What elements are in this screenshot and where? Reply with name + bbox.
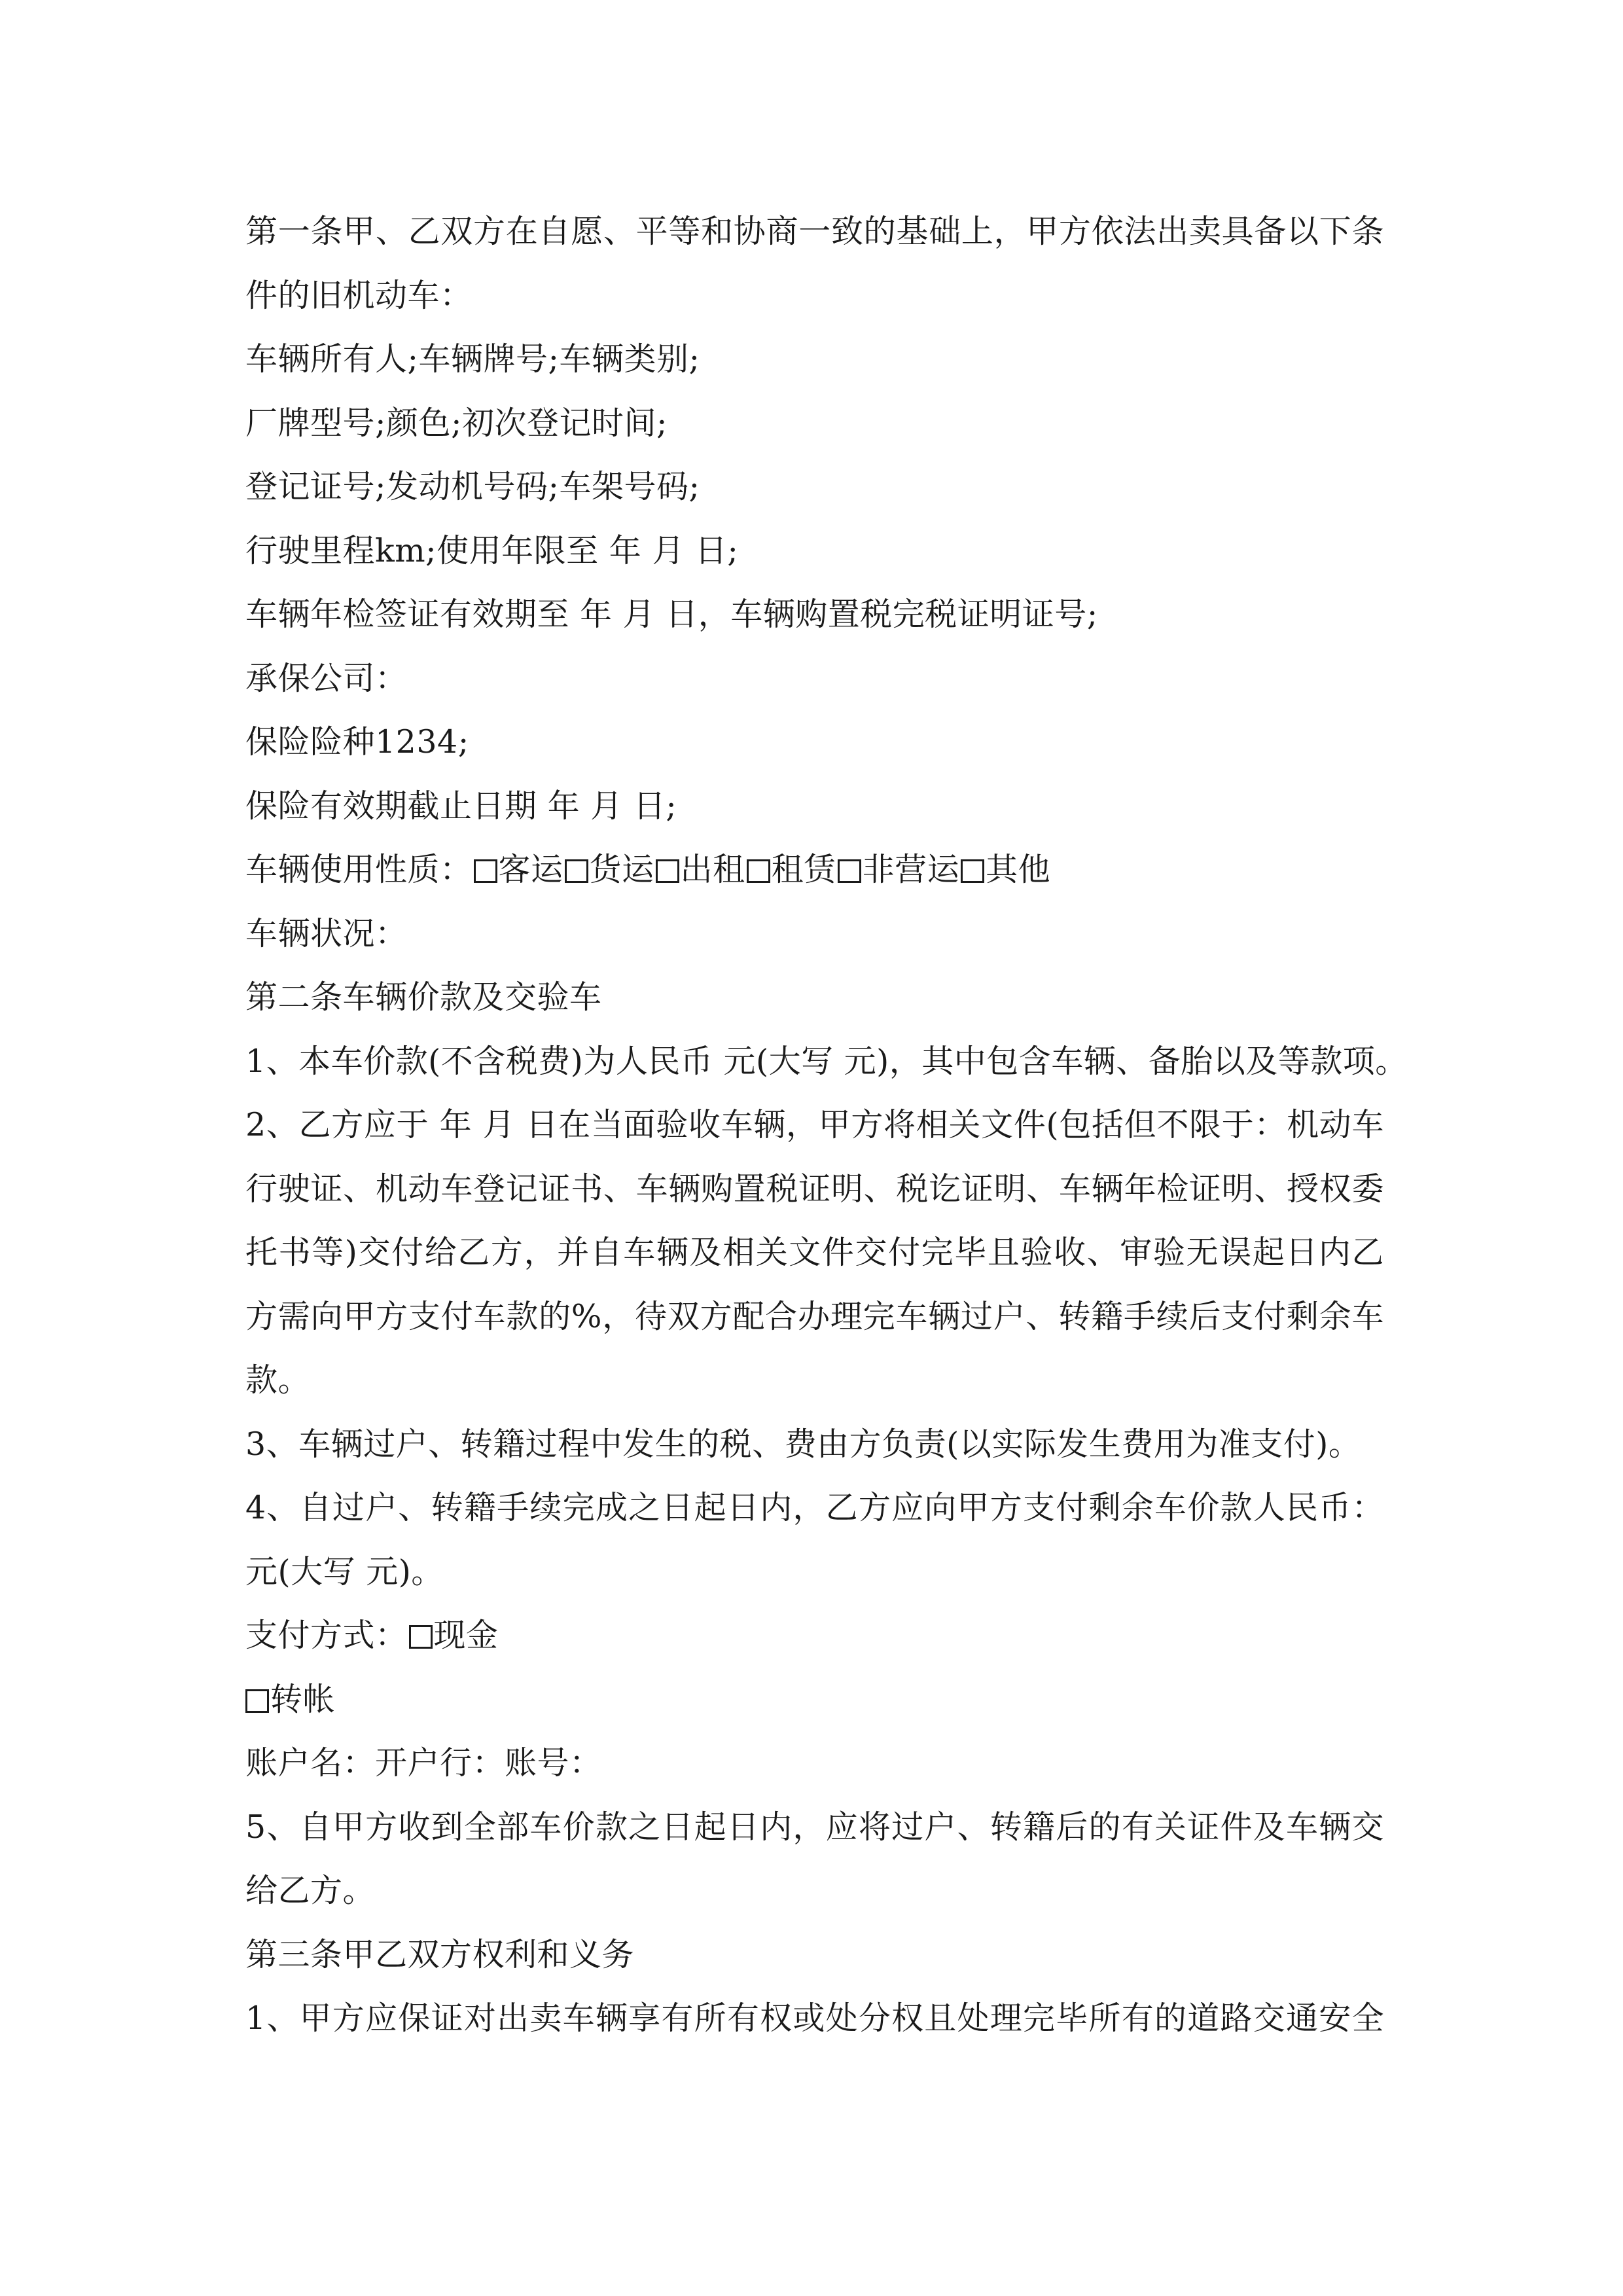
insurance-type-line: 保险险种1234; (245, 723, 469, 761)
payment-checkbox-transfer[interactable] (245, 1689, 269, 1713)
usage-option-passenger: 客运 (498, 851, 563, 888)
article1-intro-line2: 件的旧机动车： (245, 276, 473, 314)
article2-item2-line4: 方需向甲方支付车款的%，待双方配合办理完车辆过户、转籍手续后支付剩余车 (245, 1297, 1384, 1335)
article2-item3: 3、车辆过户、转籍过程中发生的税、费由方负责(以实际发生费用为准支付)。 (245, 1425, 1361, 1463)
account-info-line: 账户名：开户行：账号： (245, 1744, 602, 1782)
contract-body (245, 200, 1408, 2051)
vehicle-brand-line: 厂牌型号;颜色;初次登记时间; (245, 404, 668, 442)
article3-heading: 第三条甲乙双方权利和义务 (245, 1935, 635, 1973)
vehicle-register-line: 登记证号;发动机号码;车架号码; (245, 468, 700, 505)
payment-checkbox-cash[interactable] (409, 1625, 433, 1649)
usage-option-taxi: 出租 (680, 851, 745, 888)
article2-item1: 1、本车价款(不含税费)为人民币 元(大写 元)，其中包含车辆、备胎以及等款项。 (245, 1042, 1408, 1080)
article2-item2-line2: 行驶证、机动车登记证书、车辆购置税证明、税讫证明、车辆年检证明、授权委 (245, 1170, 1384, 1208)
vehicle-inspection-line: 车辆年检签证有效期至 年 月 日，车辆购置税完税证明证号; (245, 596, 1098, 633)
usage-checkbox-other[interactable] (961, 859, 984, 883)
insurer-line: 承保公司： (245, 659, 408, 697)
article2-item4-line1: 4、自过户、转籍手续完成之日起日内，乙方应向甲方支付剩余车价款人民币： (245, 1489, 1384, 1526)
article2-heading: 第二条车辆价款及交验车 (245, 978, 602, 1016)
usage-checkbox-freight[interactable] (565, 859, 588, 883)
payment-method-line (245, 1604, 1384, 1668)
article2-item4-line2: 元(大写 元)。 (245, 1552, 444, 1590)
vehicle-owner-line: 车辆所有人;车辆牌号;车辆类别; (245, 340, 700, 378)
payment-transfer-line (245, 1668, 1384, 1732)
vehicle-usage-line (245, 838, 1384, 902)
usage-checkbox-lease[interactable] (747, 859, 770, 883)
payment-option-cash: 现金 (433, 1617, 499, 1654)
usage-checkbox-passenger[interactable] (474, 859, 497, 883)
vehicle-condition-line: 车辆状况： (245, 914, 408, 952)
usage-option-non-commercial: 非营运 (862, 851, 960, 888)
article2-item2-line5: 款。 (245, 1361, 311, 1399)
payment-option-transfer: 转帐 (270, 1680, 336, 1718)
usage-option-lease: 租赁 (771, 851, 836, 888)
usage-checkbox-non-commercial[interactable] (838, 859, 861, 883)
usage-option-other: 其他 (986, 851, 1051, 888)
vehicle-mileage-line: 行驶里程km;使用年限至 年 月 日; (245, 531, 739, 569)
insurance-expiry-line: 保险有效期截止日期 年 月 日; (245, 787, 677, 825)
article2-item2-line3: 托书等)交付给乙方，并自车辆及相关文件交付完毕且验收、审验无误起日内乙 (245, 1234, 1384, 1271)
usage-option-freight: 货运 (589, 851, 654, 888)
usage-checkbox-taxi[interactable] (656, 859, 679, 883)
article2-item2-line1: 2、乙方应于 年 月 日在当面验收车辆，甲方将相关文件(包括但不限于：机动车 (245, 1106, 1384, 1143)
payment-method-label: 支付方式： (245, 1617, 408, 1654)
article1-intro-line1: 第一条甲、乙双方在自愿、平等和协商一致的基础上，甲方依法出卖具备以下条 (245, 213, 1384, 250)
article3-item1-line1: 1、甲方应保证对出卖车辆享有所有权或处分权且处理完毕所有的道路交通安全 (245, 2000, 1384, 2037)
article2-item5-line1: 5、自甲方收到全部车价款之日起日内，应将过户、转籍后的有关证件及车辆交 (245, 1808, 1384, 1846)
article2-item5-line2: 给乙方。 (245, 1872, 376, 1909)
vehicle-usage-label: 车辆使用性质： (245, 851, 473, 888)
